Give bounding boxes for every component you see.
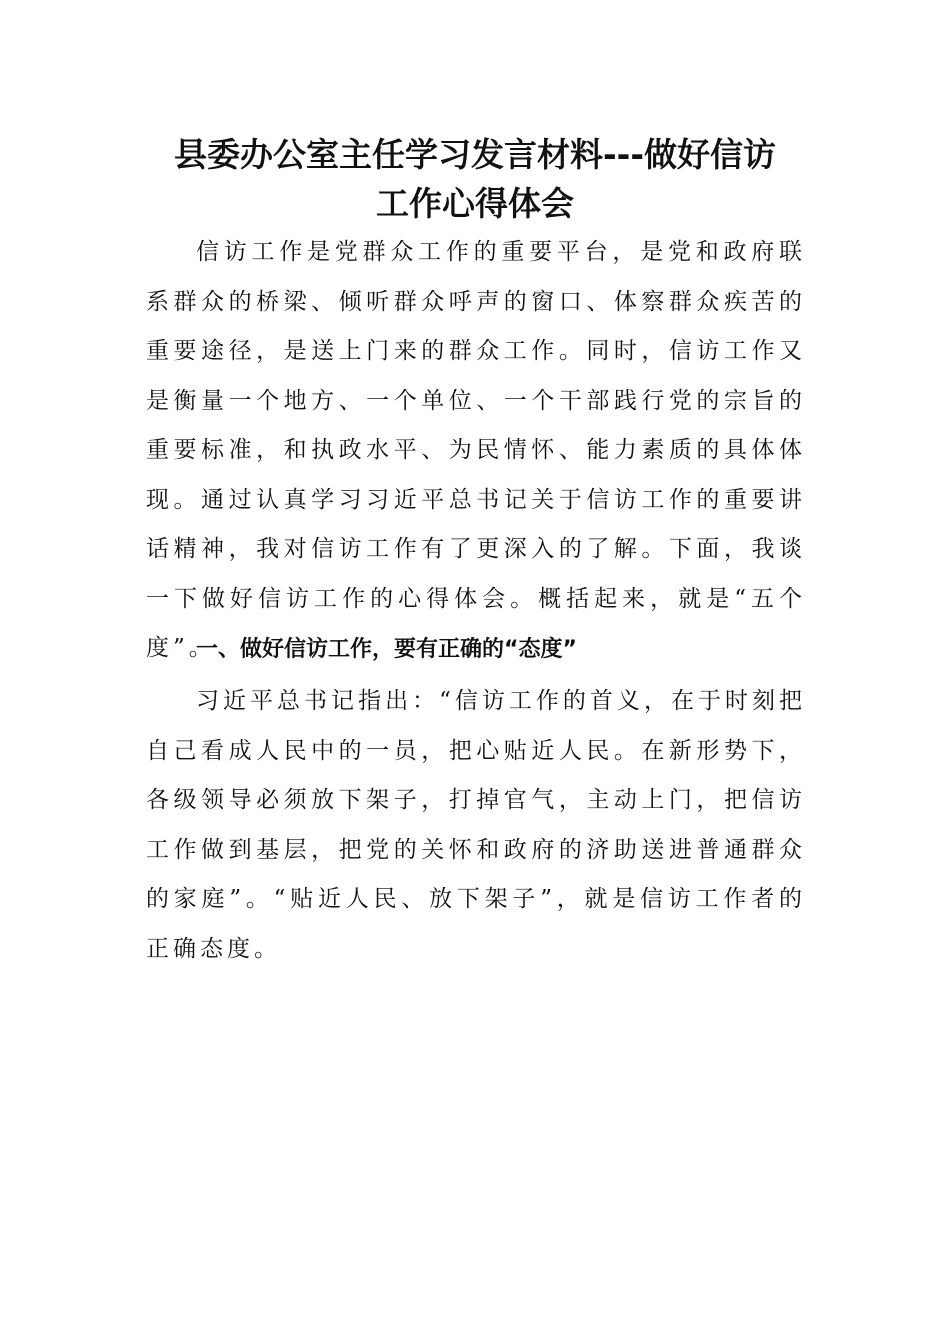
intro-paragraph: 信访工作是党群众工作的重要平台，是党和政府联系群众的桥梁、倾听群众呼声的窗口、体察群众疾苦的重要途径，是送上门来的群众工作。同时，信访工作又是衡量一个地方、一个单位、一个干部践行党的宗旨的重要标准，和执政水平、为民情怀、能力素质的具体体现。通过认真学习习近平总书记关于信访工作的重要讲话精神，我对信访工作有了更深入的了解。下面，我谈一下做好信访工作的心得体会。概括起来，就是“五个度”。	[146, 239, 806, 661]
document-title	[140, 130, 810, 228]
document-title-line-1: 县委办公室主任学习发言材料---做好信访	[173, 135, 777, 174]
document-title-line-2: 工作心得体会	[376, 184, 574, 223]
section-1-paragraph: 习近平总书记指出：“信访工作的首义，在于时刻把自己看成人民中的一员，把心贴近人民。在新形势下，各级领导必须放下架子，打掉官气，主动上门，把信访工作做到基层，把党的关怀和政府的济助送进普通群众的家庭”。“贴近人民、放下架子”，就是信访工作者的正确态度。	[146, 688, 806, 962]
section-1-heading: 一、做好信访工作，要有正确的“态度”	[196, 637, 577, 662]
